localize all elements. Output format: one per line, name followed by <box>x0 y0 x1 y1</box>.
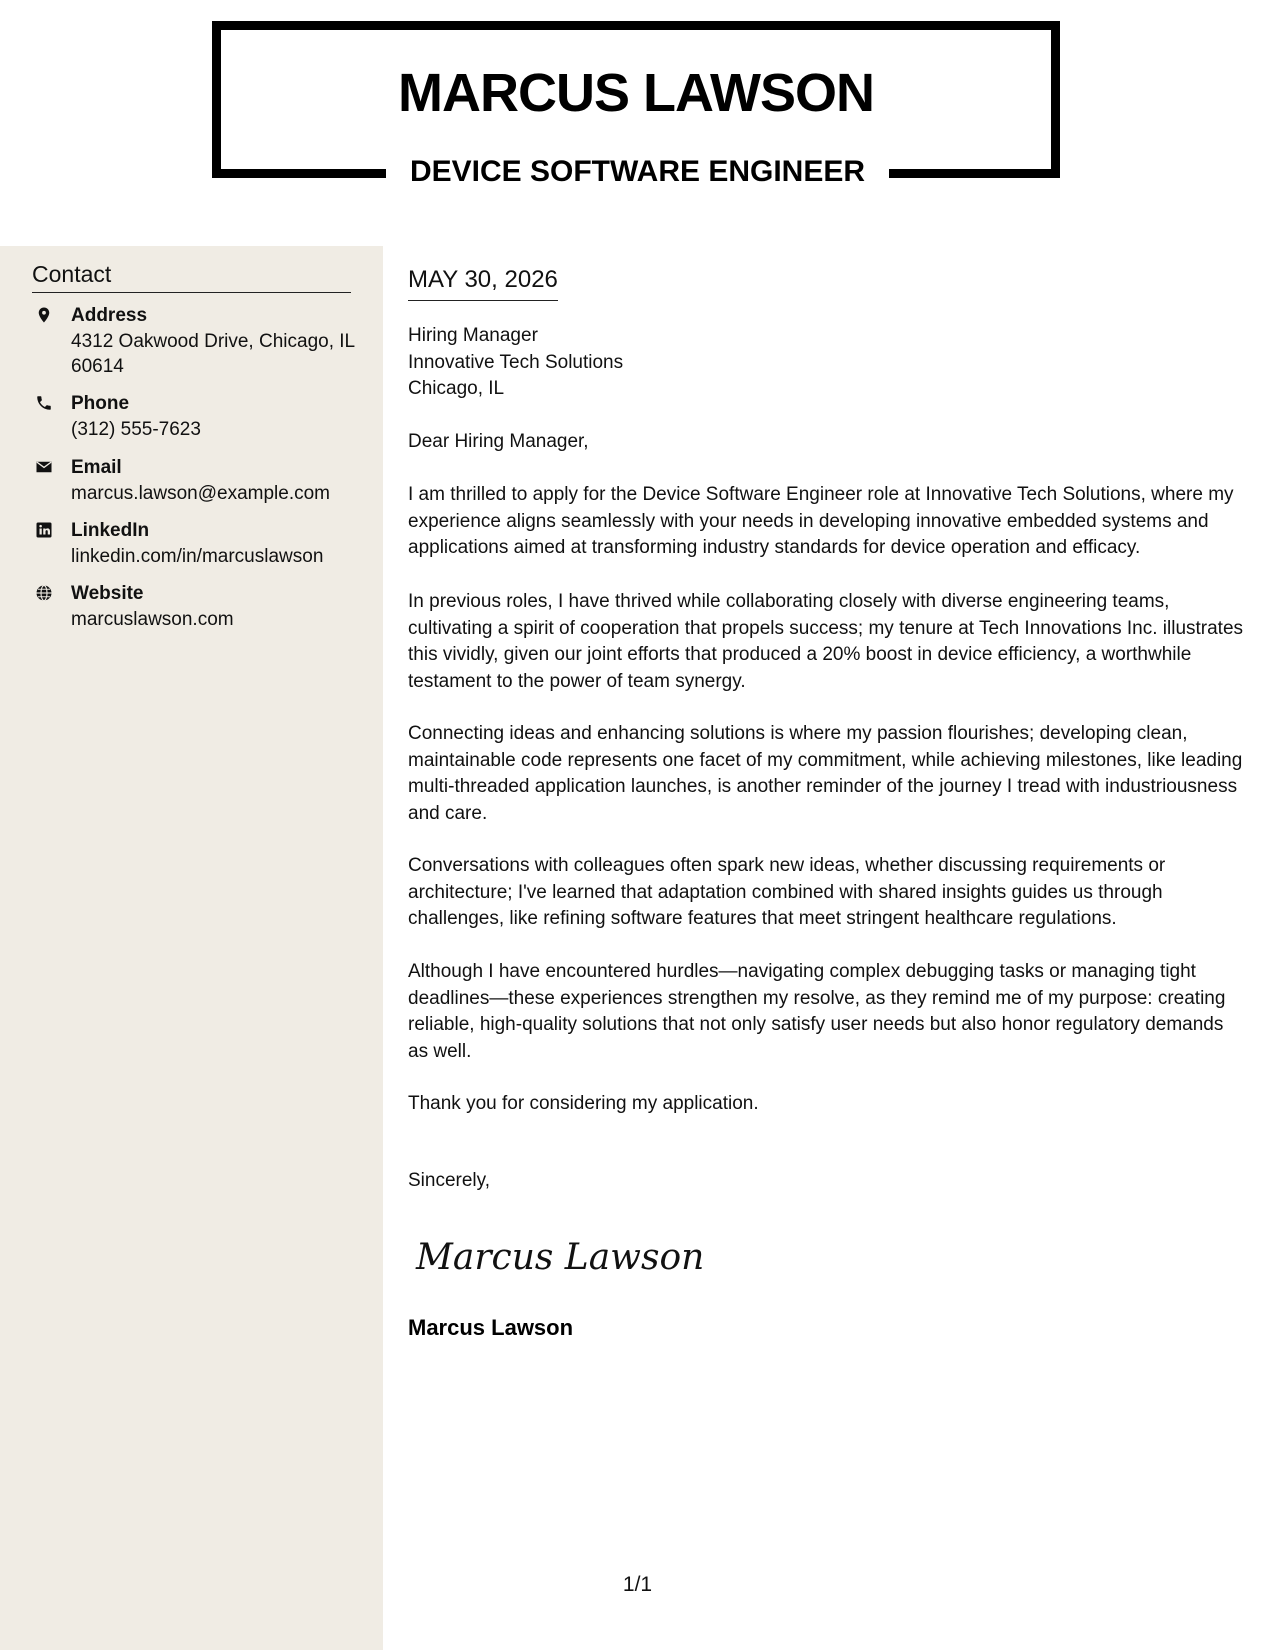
location-pin-icon <box>35 306 53 324</box>
globe-icon <box>35 584 53 602</box>
applicant-name: MARCUS LAWSON <box>398 63 874 123</box>
contact-label: Address <box>71 305 148 326</box>
contact-label: Website <box>71 583 144 604</box>
header-frame-bottom-right <box>889 169 1060 178</box>
letter-date: MAY 30, 2026 <box>408 262 558 301</box>
contact-label: LinkedIn <box>71 520 150 541</box>
recipient-line: Chicago, IL <box>408 378 505 399</box>
body-paragraph: Thank you for considering my application. <box>408 1093 759 1114</box>
signer-name: Marcus Lawson <box>408 1315 574 1340</box>
recipient-line: Innovative Tech Solutions <box>408 351 624 373</box>
contact-heading: Contact <box>32 258 351 293</box>
contact-value: marcus.lawson@example.com <box>71 483 330 504</box>
contact-sidebar <box>0 246 383 1650</box>
recipient-block <box>408 323 623 403</box>
body-paragraph: In previous roles, I have thrived while collaborating closely with diverse engineering teams, cultivating a spirit of cooperation that propels success; my tenure at Tech Innovations Inc. illustrates this vividly, given our joint efforts that produced a 20% boost in device efficiency, a worthwhile testament to the power of team synergy. <box>408 591 1244 692</box>
body-paragraph: I am thrilled to apply for the Device Software Engineer role at Innovative Tech Solutions, where my experience aligns seamlessly with your needs in developing innovative embedded systems and applications aimed at transforming industry standards for device operation and efficacy. <box>408 484 1234 558</box>
phone-icon <box>35 394 53 412</box>
salutation: Dear Hiring Manager, <box>408 431 589 452</box>
body-paragraph: Although I have encountered hurdles—navigating complex debugging tasks or managing tight deadlines—these experiences strengthen my resolve, as they remind me of my purpose: creating reliable, high-quality solutions that not only satisfy user needs but also honor regulatory demands as well. <box>408 961 1226 1062</box>
page-number: 1/1 <box>622 1573 653 1596</box>
job-title: DEVICE SOFTWARE ENGINEER <box>409 155 866 188</box>
svg-text:Marcus Lawson: Marcus Lawson <box>416 1237 705 1278</box>
body-paragraph: Conversations with colleagues often spark new ideas, whether discussing requirements or architecture; I've learned that adaptation combined with shared insights guides us through challenges, like refining software features that meet stringent healthcare regulations. <box>408 855 1166 929</box>
contact-value: 4312 Oakwood Drive, Chicago, IL 60614 <box>71 331 355 377</box>
closing: Sincerely, <box>408 1170 491 1191</box>
contact-value: (312) 555-7623 <box>71 419 201 440</box>
contact-value: linkedin.com/in/marcuslawson <box>71 546 324 567</box>
recipient-line: Hiring Manager <box>408 325 538 346</box>
contact-value: marcuslawson.com <box>71 609 234 630</box>
body-paragraph: Connecting ideas and enhancing solutions is where my passion flourishes; developing clean, maintainable code represents one facet of my commitment, while achieving milestones, like leading multi-threaded application launches, is another reminder of the journey I tread with industriousness and care. <box>408 723 1243 824</box>
envelope-icon <box>35 458 53 476</box>
handwritten-signature <box>414 1225 705 1285</box>
contact-label: Phone <box>71 393 130 414</box>
linkedin-icon <box>35 521 53 539</box>
header-frame-bottom-left <box>212 169 386 178</box>
contact-label: Email <box>71 457 122 478</box>
